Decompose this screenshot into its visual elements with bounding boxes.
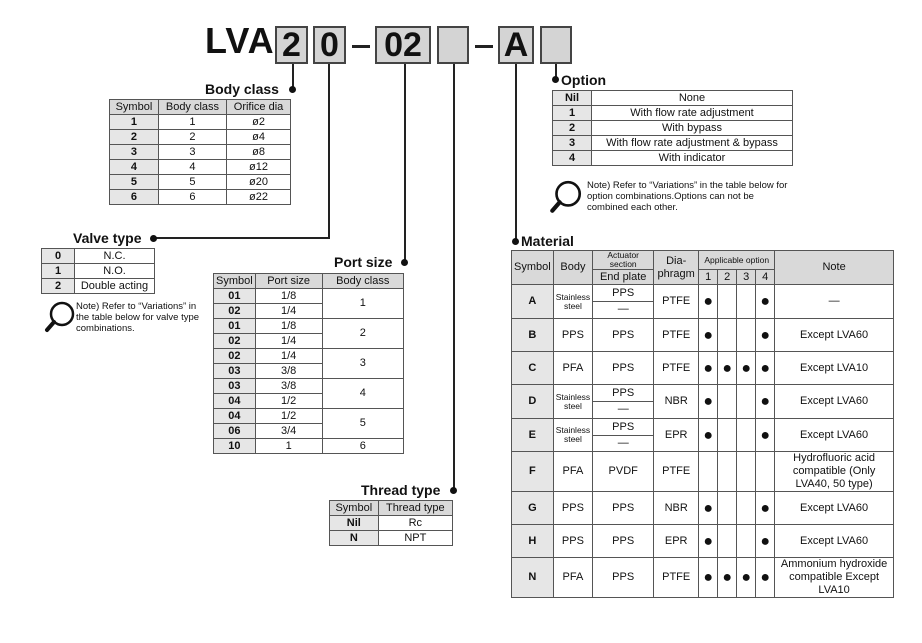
cell bbox=[737, 385, 756, 419]
col-header: Symbol bbox=[110, 100, 159, 115]
table-row bbox=[110, 130, 291, 145]
cell bbox=[718, 525, 737, 558]
cell: 6 bbox=[322, 439, 403, 454]
applicable-dot: ● bbox=[699, 419, 718, 452]
applicable-dot: ● bbox=[737, 558, 756, 598]
code-dash-2 bbox=[475, 45, 493, 48]
cell: E bbox=[512, 419, 554, 452]
table-row bbox=[553, 151, 793, 166]
end-plate-value: PPS bbox=[593, 286, 653, 302]
col-header: 4 bbox=[756, 270, 775, 285]
table-row bbox=[330, 516, 453, 531]
model-prefix: LVA bbox=[205, 20, 275, 61]
connector-thread-type bbox=[453, 64, 455, 489]
table-row bbox=[512, 558, 894, 598]
cell bbox=[756, 452, 775, 492]
cell: 1/4 bbox=[255, 304, 322, 319]
option-bullet bbox=[552, 76, 559, 83]
cell bbox=[737, 285, 756, 319]
cell: 6 bbox=[110, 190, 159, 205]
cell: 5 bbox=[322, 409, 403, 439]
table-row bbox=[512, 452, 894, 492]
applicable-dot: ● bbox=[699, 525, 718, 558]
cell: 02 bbox=[214, 334, 256, 349]
col-header: Symbol bbox=[512, 251, 554, 285]
col-header: Body class bbox=[322, 274, 403, 289]
cell: 2 bbox=[42, 279, 75, 294]
table-row bbox=[330, 531, 453, 546]
valve-type-title: Valve type bbox=[73, 230, 142, 246]
table-row bbox=[214, 319, 404, 334]
table-row bbox=[42, 264, 155, 279]
cell: 1 bbox=[255, 439, 322, 454]
cell: Nil bbox=[553, 91, 592, 106]
applicable-dot: ● bbox=[718, 558, 737, 598]
applicable-dot: ● bbox=[699, 352, 718, 385]
body-class-table bbox=[109, 99, 291, 205]
port-size-bullet bbox=[401, 259, 408, 266]
table-row bbox=[110, 190, 291, 205]
table-row bbox=[110, 160, 291, 175]
col-header: Thread type bbox=[378, 501, 452, 516]
col-header: Dia-phragm bbox=[654, 251, 699, 285]
cell: PTFE bbox=[654, 558, 699, 598]
table-row bbox=[553, 91, 793, 106]
code-box-thread-type bbox=[437, 26, 469, 64]
col-header: 3 bbox=[737, 270, 756, 285]
applicable-dot: ● bbox=[756, 525, 775, 558]
cell: None bbox=[592, 91, 793, 106]
cell: Except LVA60 bbox=[775, 419, 894, 452]
cell: 04 bbox=[214, 409, 256, 424]
cell: 01 bbox=[214, 319, 256, 334]
code-box-valve-type: 0 bbox=[313, 26, 346, 64]
table-row bbox=[512, 319, 894, 352]
cell: 04 bbox=[214, 394, 256, 409]
cell: EPR bbox=[654, 419, 699, 452]
table-row bbox=[553, 121, 793, 136]
table-row bbox=[110, 115, 291, 130]
applicable-dot: ● bbox=[699, 492, 718, 525]
cell: 1/8 bbox=[255, 289, 322, 304]
cell: Stainless steel bbox=[553, 419, 593, 452]
col-header: Symbol bbox=[330, 501, 379, 516]
table-row bbox=[42, 279, 155, 294]
code-box-option bbox=[540, 26, 572, 64]
cell: NBR bbox=[654, 492, 699, 525]
cell: 1 bbox=[553, 106, 592, 121]
option-title: Option bbox=[561, 72, 607, 88]
cell: Except LVA10 bbox=[775, 352, 894, 385]
cell: A bbox=[512, 285, 554, 319]
cell: 3/4 bbox=[255, 424, 322, 439]
cell bbox=[737, 319, 756, 352]
magnifier-icon bbox=[43, 299, 77, 335]
material-table bbox=[511, 250, 894, 598]
end-plate-value: PPS bbox=[593, 386, 653, 402]
cell: With bypass bbox=[592, 121, 793, 136]
end-plate-value: PPS bbox=[593, 420, 653, 436]
connector-valve-type bbox=[328, 64, 330, 238]
cell: ø22 bbox=[227, 190, 291, 205]
table-row bbox=[214, 439, 404, 454]
cell: Stainless steel bbox=[553, 285, 593, 319]
cell: With flow rate adjustment bbox=[592, 106, 793, 121]
material-bullet bbox=[512, 238, 519, 245]
connector-port-size bbox=[404, 64, 406, 262]
cell: 6 bbox=[158, 190, 226, 205]
cell: ø12 bbox=[227, 160, 291, 175]
cell: Except LVA60 bbox=[775, 525, 894, 558]
col-header: Body bbox=[553, 251, 593, 285]
cell: 4 bbox=[158, 160, 226, 175]
table-row bbox=[553, 136, 793, 151]
cell: PPS bbox=[553, 319, 593, 352]
applicable-dot: ● bbox=[756, 385, 775, 419]
cell: D bbox=[512, 385, 554, 419]
cell: 2 bbox=[158, 130, 226, 145]
cell: PPS bbox=[593, 558, 654, 598]
valve-type-note: Note) Refer to “Variations” in the table below for valve type combinations. bbox=[76, 301, 200, 334]
applicable-dot: ● bbox=[756, 285, 775, 319]
cell: PVDF bbox=[593, 452, 654, 492]
thread-type-bullet bbox=[450, 487, 457, 494]
cell bbox=[737, 525, 756, 558]
body-class-bullet bbox=[289, 86, 296, 93]
table-row bbox=[512, 285, 894, 319]
cell: 3/8 bbox=[255, 364, 322, 379]
table-row bbox=[42, 249, 155, 264]
table-row bbox=[110, 145, 291, 160]
applicable-dot: ● bbox=[699, 285, 718, 319]
end-plate-value: — bbox=[617, 303, 629, 315]
cell: 2 bbox=[553, 121, 592, 136]
cell: G bbox=[512, 492, 554, 525]
cell: 4 bbox=[553, 151, 592, 166]
table-row bbox=[512, 419, 894, 452]
cell: With flow rate adjustment & bypass bbox=[592, 136, 793, 151]
cell: 1/4 bbox=[255, 349, 322, 364]
end-plate-value: — bbox=[617, 436, 629, 449]
cell: PPS bbox=[593, 492, 654, 525]
cell bbox=[718, 452, 737, 492]
cell: 10 bbox=[214, 439, 256, 454]
option-note: Note) Refer to “Variations” in the table below for option combinations.Options can not be combined each other. bbox=[587, 180, 788, 213]
cell: EPR bbox=[654, 525, 699, 558]
table-row bbox=[512, 492, 894, 525]
code-box-body-class: 2 bbox=[275, 26, 308, 64]
cell bbox=[718, 492, 737, 525]
applicable-dot: ● bbox=[737, 352, 756, 385]
applicable-dot: ● bbox=[699, 385, 718, 419]
cell: C bbox=[512, 352, 554, 385]
cell: 06 bbox=[214, 424, 256, 439]
cell: N bbox=[330, 531, 379, 546]
option-table bbox=[552, 90, 793, 166]
cell: PPS bbox=[553, 525, 593, 558]
applicable-dot: ● bbox=[756, 352, 775, 385]
cell: PTFE bbox=[654, 452, 699, 492]
code-box-port-size: 02 bbox=[375, 26, 431, 64]
cell: H bbox=[512, 525, 554, 558]
cell bbox=[593, 285, 654, 319]
cell: PTFE bbox=[654, 352, 699, 385]
cell: Rc bbox=[378, 516, 452, 531]
thread-type-title: Thread type bbox=[361, 482, 441, 498]
applicable-dot: ● bbox=[718, 352, 737, 385]
cell: NPT bbox=[378, 531, 452, 546]
cell: Nil bbox=[330, 516, 379, 531]
cell: PPS bbox=[593, 319, 654, 352]
cell bbox=[737, 419, 756, 452]
cell: F bbox=[512, 452, 554, 492]
cell: Stainless steel bbox=[553, 385, 593, 419]
valve-type-table bbox=[41, 248, 155, 294]
cell: ø2 bbox=[227, 115, 291, 130]
table-row bbox=[110, 175, 291, 190]
col-header: Note bbox=[775, 251, 894, 285]
connector-valve-type-h bbox=[155, 237, 330, 239]
table-row bbox=[512, 352, 894, 385]
cell: ø20 bbox=[227, 175, 291, 190]
cell: 0 bbox=[42, 249, 75, 264]
table-row bbox=[553, 106, 793, 121]
cell: 1 bbox=[158, 115, 226, 130]
cell: 1 bbox=[110, 115, 159, 130]
cell: Double acting bbox=[75, 279, 155, 294]
cell: 1 bbox=[322, 289, 403, 319]
col-header: Symbol bbox=[214, 274, 256, 289]
magnifier-icon bbox=[548, 178, 584, 216]
cell: 02 bbox=[214, 304, 256, 319]
applicable-dot: ● bbox=[699, 558, 718, 598]
col-header: Applicable option bbox=[699, 251, 775, 270]
cell: ø4 bbox=[227, 130, 291, 145]
table-row bbox=[214, 349, 404, 364]
code-box-material: A bbox=[498, 26, 534, 64]
cell: NBR bbox=[654, 385, 699, 419]
cell: With indicator bbox=[592, 151, 793, 166]
cell bbox=[718, 285, 737, 319]
cell: 1/8 bbox=[255, 319, 322, 334]
port-size-table bbox=[213, 273, 404, 454]
cell: 3/8 bbox=[255, 379, 322, 394]
col-header: 2 bbox=[718, 270, 737, 285]
cell: N.O. bbox=[75, 264, 155, 279]
cell: PFA bbox=[553, 452, 593, 492]
cell: 2 bbox=[322, 319, 403, 349]
applicable-dot: ● bbox=[756, 419, 775, 452]
cell: 2 bbox=[110, 130, 159, 145]
cell: 1/2 bbox=[255, 409, 322, 424]
col-header: End plate bbox=[593, 270, 654, 285]
cell: PTFE bbox=[654, 319, 699, 352]
cell: 4 bbox=[322, 379, 403, 409]
cell bbox=[593, 419, 654, 452]
valve-type-bullet bbox=[150, 235, 157, 242]
body-class-title: Body class bbox=[205, 81, 279, 97]
thread-type-table bbox=[329, 500, 453, 546]
cell: 5 bbox=[158, 175, 226, 190]
cell: 5 bbox=[110, 175, 159, 190]
cell: 3 bbox=[110, 145, 159, 160]
col-header: Actuator section bbox=[593, 251, 654, 270]
cell: Hydrofluoric acid compatible (Only LVA40, 50 type) bbox=[775, 452, 894, 492]
cell: 3 bbox=[553, 136, 592, 151]
cell bbox=[718, 419, 737, 452]
code-dash-1 bbox=[352, 45, 370, 48]
table-row bbox=[512, 525, 894, 558]
cell: 03 bbox=[214, 379, 256, 394]
cell: 1/2 bbox=[255, 394, 322, 409]
cell: 3 bbox=[158, 145, 226, 160]
material-title: Material bbox=[521, 233, 574, 249]
cell: 3 bbox=[322, 349, 403, 379]
col-header: Orifice dia bbox=[227, 100, 291, 115]
applicable-dot: ● bbox=[756, 558, 775, 598]
cell: PFA bbox=[553, 558, 593, 598]
table-row bbox=[214, 379, 404, 394]
cell: B bbox=[512, 319, 554, 352]
cell: — bbox=[775, 285, 894, 319]
cell: 03 bbox=[214, 364, 256, 379]
cell: Ammonium hydroxide compatible Except LVA10 bbox=[775, 558, 894, 598]
cell: 1 bbox=[42, 264, 75, 279]
table-row bbox=[214, 289, 404, 304]
applicable-dot: ● bbox=[756, 492, 775, 525]
cell bbox=[718, 319, 737, 352]
cell: PPS bbox=[593, 525, 654, 558]
table-row bbox=[214, 409, 404, 424]
cell: N bbox=[512, 558, 554, 598]
col-header: Port size bbox=[255, 274, 322, 289]
connector-material bbox=[515, 64, 517, 242]
end-plate-value: — bbox=[617, 403, 629, 415]
cell bbox=[699, 452, 718, 492]
cell: 02 bbox=[214, 349, 256, 364]
cell bbox=[737, 492, 756, 525]
cell: 01 bbox=[214, 289, 256, 304]
cell: PTFE bbox=[654, 285, 699, 319]
cell bbox=[718, 385, 737, 419]
cell: Except LVA60 bbox=[775, 319, 894, 352]
cell: ø8 bbox=[227, 145, 291, 160]
port-size-title: Port size bbox=[334, 254, 393, 270]
table-row bbox=[512, 385, 894, 419]
cell: PPS bbox=[553, 492, 593, 525]
cell: 1/4 bbox=[255, 334, 322, 349]
cell: PFA bbox=[553, 352, 593, 385]
col-header: 1 bbox=[699, 270, 718, 285]
cell: Except LVA60 bbox=[775, 492, 894, 525]
cell bbox=[737, 452, 756, 492]
applicable-dot: ● bbox=[699, 319, 718, 352]
cell: PPS bbox=[593, 352, 654, 385]
cell: Except LVA60 bbox=[775, 385, 894, 419]
applicable-dot: ● bbox=[756, 319, 775, 352]
cell: 4 bbox=[110, 160, 159, 175]
cell: N.C. bbox=[75, 249, 155, 264]
col-header: Body class bbox=[158, 100, 226, 115]
cell bbox=[593, 385, 654, 419]
